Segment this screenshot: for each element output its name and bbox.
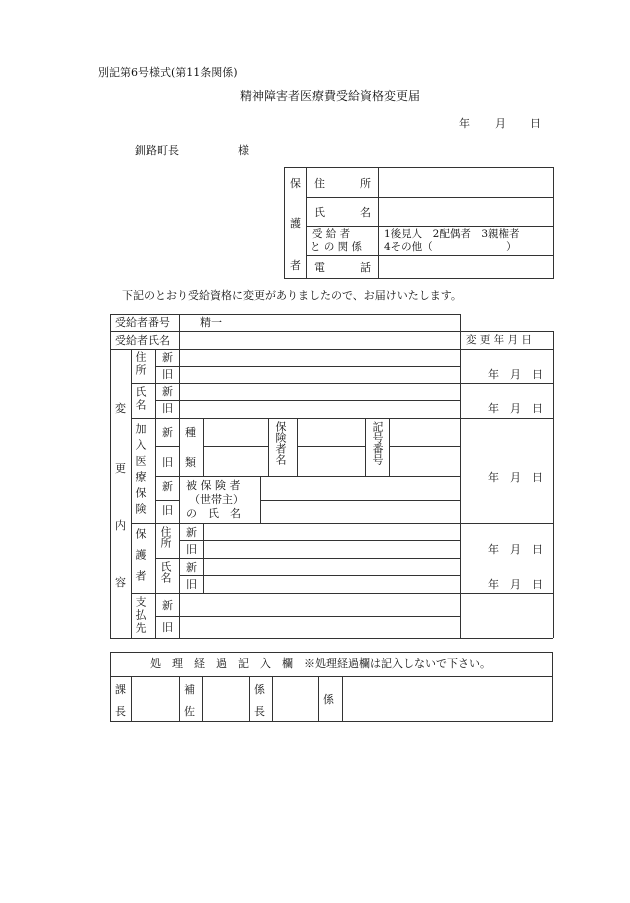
insurance-old-label-2: 旧: [162, 504, 173, 517]
assistant-label-2: 佐: [184, 705, 195, 718]
guardian-address-new-label: 新: [186, 526, 197, 539]
form-number: 別記第6号様式(第11条関係): [98, 66, 238, 79]
insurance-change-date: 年 月 日: [488, 471, 543, 484]
unit-chief-label-2: 長: [254, 705, 265, 718]
address-change-date: 年 月 日: [488, 368, 543, 381]
guardian-relation-label-1: 受 給 者: [312, 228, 351, 240]
section-label-1: 変: [115, 402, 126, 415]
insured-label-2: （世帯主）: [189, 493, 244, 506]
staff-label: 係: [323, 693, 334, 706]
unit-chief-label-1: 係: [254, 683, 265, 696]
kind-label-2: 類: [185, 456, 196, 469]
guardian-sub-address-label: 住所: [159, 526, 172, 548]
kind-label-1: 種: [185, 426, 196, 439]
section-chief-label-1: 課: [115, 683, 126, 696]
name-old-label: 旧: [162, 402, 173, 415]
addressee: 釧路町長: [135, 144, 179, 157]
payee-old-label: 旧: [162, 621, 173, 634]
recipient-name-label: 受給者氏名: [115, 334, 170, 347]
guardian-side-label-1: 保: [290, 177, 301, 190]
guardian-address-label-1: 住: [314, 177, 325, 190]
guardian-name-change-date: 年 月 日: [488, 578, 543, 591]
change-date-header: 変 更 年 月 日: [466, 334, 532, 346]
form-title: 精神障害者医療費受給資格変更届: [240, 89, 421, 103]
guardian-phone-label-1: 電: [314, 261, 325, 274]
insurance-new-label-2: 新: [162, 480, 173, 493]
notice-text: 下記のとおり受給資格に変更がありましたので、お届けいたします。: [122, 289, 462, 302]
section-chief-label-2: 長: [115, 705, 126, 718]
guardian-address-label-2: 所: [360, 177, 371, 190]
guardian-phone-label-2: 話: [360, 261, 371, 274]
guardian-address-change-date: 年 月 日: [488, 543, 543, 556]
process-table-title: 処 理 経 過 記 入 欄 ※処理経過欄は記入しないで下さい。: [150, 657, 491, 670]
insurance-old-label-1: 旧: [162, 456, 173, 469]
guardian-side-label-2: 護: [290, 217, 301, 230]
guardian-side-label-3: 者: [290, 259, 301, 272]
symbol-number-label: 記号番号: [371, 421, 384, 465]
insurance-category-label: 加入医療保険: [134, 423, 147, 519]
payee-new-label: 新: [162, 599, 173, 612]
insurance-new-label-1: 新: [162, 426, 173, 439]
date-year-label: 年: [459, 117, 470, 130]
section-label-2: 更: [115, 462, 126, 475]
section-label-4: 容: [115, 576, 126, 589]
addressee-honorific: 様: [238, 144, 249, 157]
guardian-address-old-label: 旧: [186, 543, 197, 556]
guardian-name-new-label: 新: [186, 561, 197, 574]
insured-label-3: の 氏 名: [186, 507, 241, 520]
guardian-name-label-2: 名: [360, 206, 371, 219]
recipient-number-value: 精一: [200, 316, 222, 329]
payee-category-label: 支払先: [134, 596, 147, 635]
address-old-label: 旧: [162, 368, 173, 381]
guardian-relation-option-1: 1後見人 2配偶者 3親権者: [384, 228, 520, 240]
guardian-category-label: 保護者: [134, 528, 147, 591]
guardian-relation-label-2: と の 関 係: [310, 241, 363, 253]
guardian-name-label-1: 氏: [314, 206, 325, 219]
insured-label-1: 被 保 険 者: [186, 479, 241, 492]
guardian-sub-name-label: 氏名: [159, 561, 172, 583]
date-day-label: 日: [530, 117, 541, 130]
section-label-3: 内: [115, 519, 126, 532]
guardian-name-old-label: 旧: [186, 578, 197, 591]
name-change-date: 年 月 日: [488, 402, 543, 415]
date-month-label: 月: [495, 117, 506, 130]
guardian-relation-option-2: 4その他（ ）: [384, 241, 517, 253]
name-new-label: 新: [162, 385, 173, 398]
insurer-name-label: 保険者名: [274, 421, 287, 465]
assistant-label-1: 補: [184, 683, 195, 696]
address-category-label: 住所: [134, 351, 147, 377]
recipient-number-label: 受給者番号: [115, 316, 170, 329]
name-category-label: 氏名: [134, 386, 147, 412]
address-new-label: 新: [162, 351, 173, 364]
